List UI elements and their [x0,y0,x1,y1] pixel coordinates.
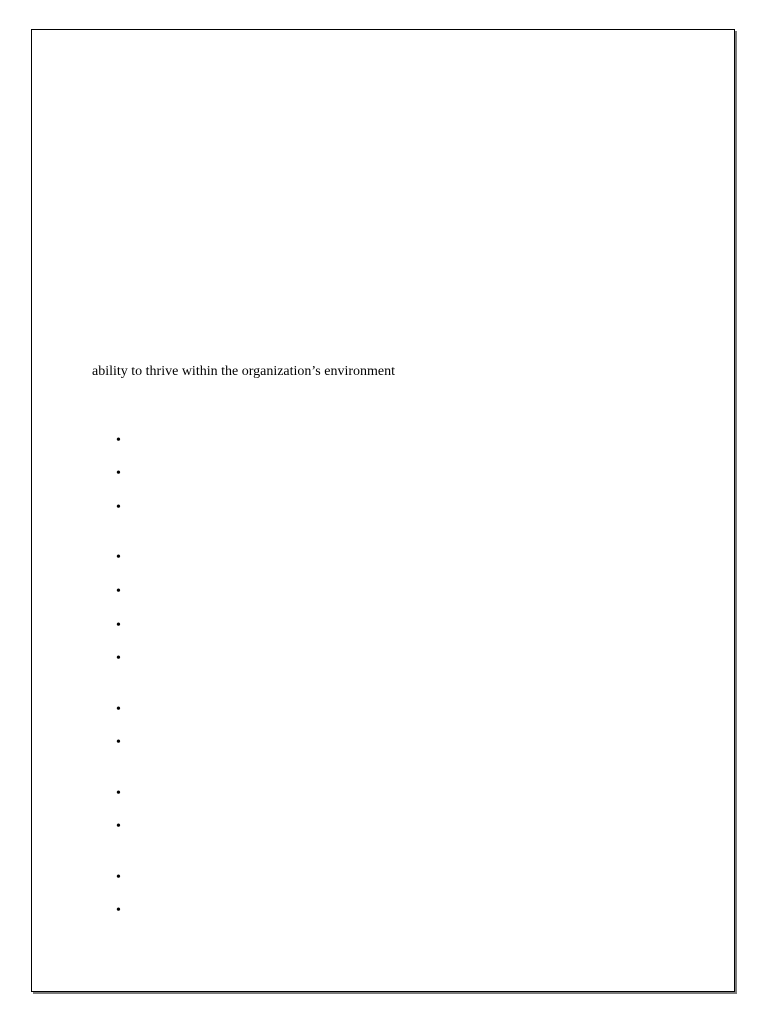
bullet-marker: • [116,735,121,750]
bullet-marker: • [116,550,121,565]
bullet-marker: • [116,903,121,918]
bullet-marker: • [116,786,121,801]
paragraph-text: ability to thrive within the organization’s environment [92,364,396,379]
bullet-marker: • [116,466,121,481]
bullet-marker: • [116,584,121,599]
bullet-marker: • [116,651,121,666]
document-page [31,29,735,992]
bullet-marker: • [116,702,121,717]
bullet-marker: • [116,618,121,633]
bullet-marker: • [116,819,121,834]
bullet-marker: • [116,500,121,515]
bullet-marker: • [116,433,121,448]
bullet-marker: • [116,870,121,885]
